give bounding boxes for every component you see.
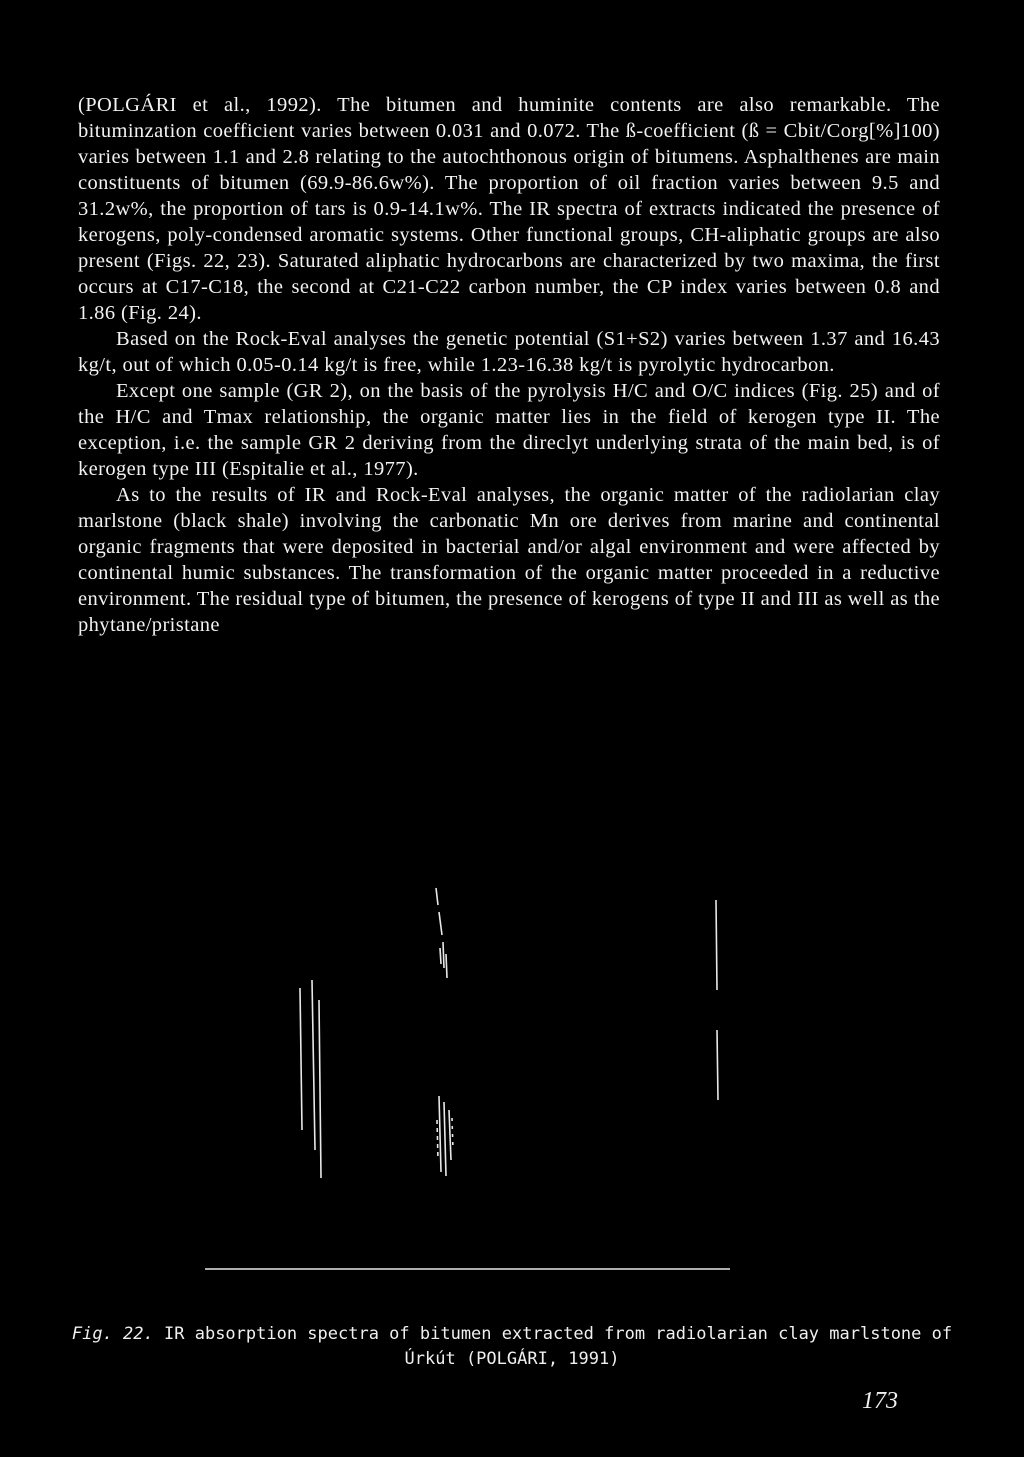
spectrum-trace: [300, 988, 302, 1130]
page-number: 173: [862, 1388, 898, 1414]
spectrum-trace: [440, 948, 441, 964]
spectrum-trace: [449, 1110, 451, 1160]
figure-caption: [60, 1322, 964, 1372]
ir-spectra-figure: [200, 860, 760, 1180]
spectrum-trace: [439, 1096, 441, 1172]
paragraph-1: (POLGÁRI et al., 1992). The bitumen and huminite contents are also remarkable. The bituminzation coefficient varies between 0.031 and 0.072. The ß-coefficient (ß = Cbit/Corg[%]100) varies between 1.1 and 2.8 relating to the autochthonous origin of bitumens. Asphalthenes are main constituents of bitumen (69.9-86.6w%). The proportion of oil fraction varies between 9.5 and 31.2w%, the proportion of tars is 0.9-14.1w%. The IR spectra of extracts indicated the presence of kerogens, poly-condensed aromatic systems. Other functional groups, CH-aliphatic groups are also present (Figs. 22, 23). Saturated aliphatic hydrocarbons are characterized by two maxima, the first occurs at C17-C18, the second at C21-C22 carbon number, the CP index varies between 0.8 and 1.86 (Fig. 24).: [78, 94, 940, 324]
spectrum-trace: [443, 942, 444, 968]
figure-baseline: [205, 1267, 730, 1271]
spectrum-trace: [444, 1102, 446, 1176]
spectrum-trace: [312, 980, 315, 1150]
spectrum-trace: [319, 1000, 321, 1178]
spectrum-trace: [446, 954, 447, 978]
spectrum-trace: [452, 1118, 453, 1150]
spectrum-trace: [717, 1030, 718, 1100]
paragraph-4: As to the results of IR and Rock-Eval analyses, the organic matter of the radiolarian clay marlstone (black shale) involving the carbonatic Mn ore derives from marine and continental organic fragments that were deposited in bacterial and/or algal environment and were affected by continental humic substances. The transformation of the organic matter proceeded in a reductive environment. The residual type of bitumen, the presence of kerogens of type II and III as well as the phytane/pristane: [78, 484, 940, 636]
ir-spectra-drawing: [200, 860, 760, 1180]
body-text: [78, 92, 940, 638]
spectrum-trace: [437, 1120, 438, 1160]
figure-label: Fig. 22.: [71, 1324, 154, 1344]
paragraph-2: Based on the Rock-Eval analyses the genetic potential (S1+S2) varies between 1.37 and 16.43 kg/t, out of which 0.05-0.14 kg/t is free, while 1.23-16.38 kg/t is pyrolytic hydrocarbon.: [78, 328, 940, 376]
spectrum-trace: [716, 900, 717, 990]
paragraph-3: Except one sample (GR 2), on the basis of the pyrolysis H/C and O/C indices (Fig. 25) and of the H/C and Tmax relationship, the organic matter lies in the field of kerogen type II. The exception, i.e. the sample GR 2 deriving from the direclyt underlying strata of the main bed, is of kerogen type III (Espitalie et al., 1977).: [78, 380, 940, 480]
spectrum-trace: [439, 912, 442, 935]
figure-caption-text: IR absorption spectra of bitumen extracted from radiolarian clay marlstone of Úrkút (POLGÁRI, 1991): [164, 1324, 953, 1369]
spectrum-trace: [436, 888, 438, 905]
